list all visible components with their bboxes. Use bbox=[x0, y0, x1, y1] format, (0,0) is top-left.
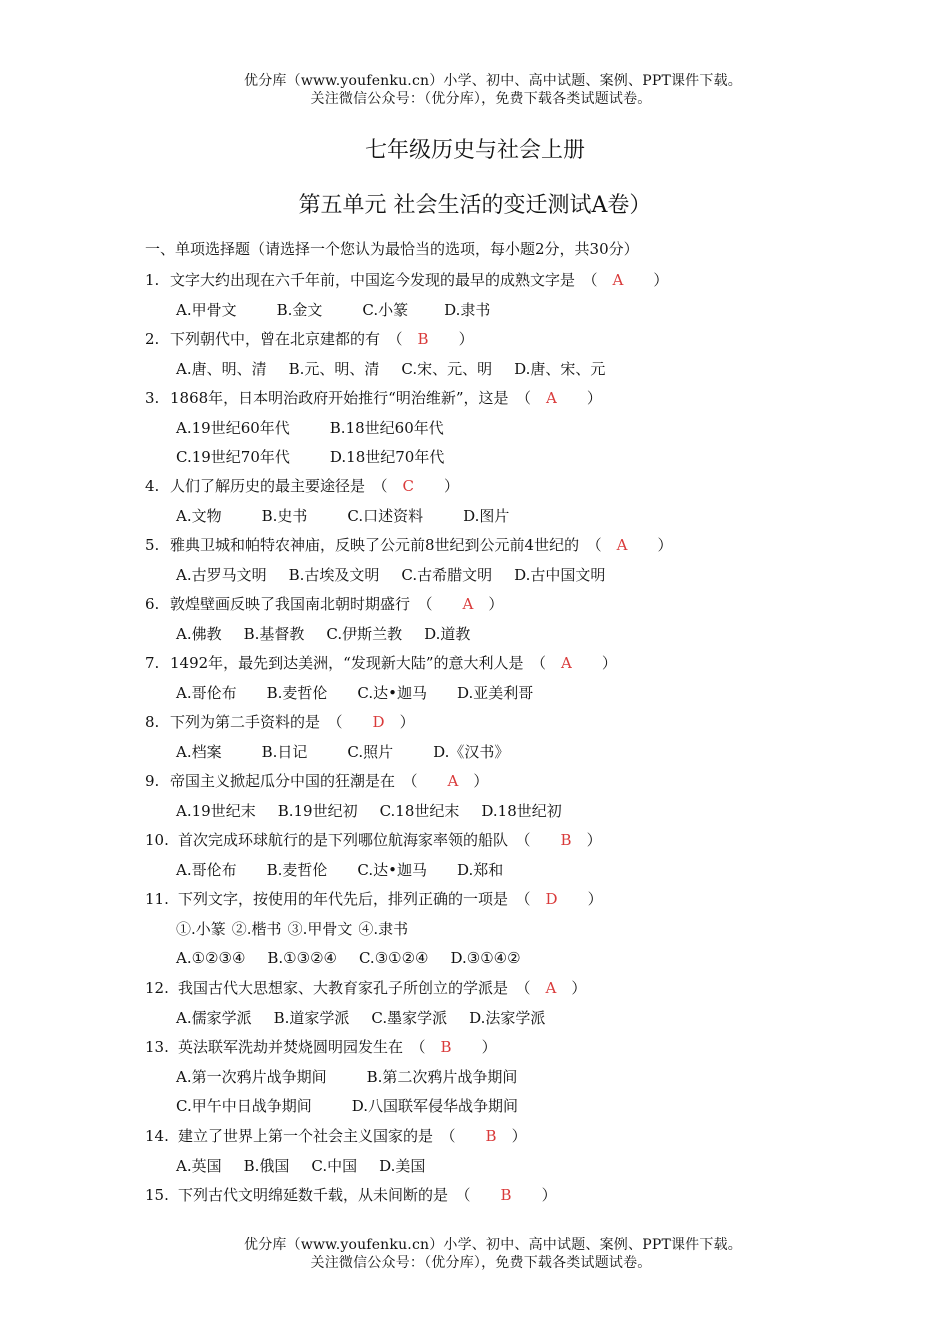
option-item: A.甲骨文 bbox=[176, 300, 237, 319]
option-line bbox=[176, 359, 605, 379]
option-line bbox=[176, 418, 444, 438]
question-number: 13. bbox=[145, 1038, 169, 1056]
option-item: D.隶书 bbox=[444, 300, 491, 319]
option-item: D.亚美利哥 bbox=[456, 683, 534, 702]
option-line bbox=[176, 919, 408, 939]
answer-bracket-close: ） bbox=[428, 330, 474, 348]
option-line bbox=[176, 506, 509, 526]
question-2 bbox=[145, 329, 474, 349]
footer-line-2: 关注微信公众号：（优分库），免费下载各类试题试卷。 bbox=[310, 1255, 652, 1271]
option-item: D.③①④② bbox=[450, 949, 521, 967]
option-item: A.文物 bbox=[176, 506, 222, 525]
question-15 bbox=[145, 1185, 557, 1205]
question-13 bbox=[145, 1037, 497, 1057]
answer-letter: B bbox=[500, 1186, 512, 1204]
page-subtitle: 第五单元 社会生活的变迁测试A卷） bbox=[298, 193, 652, 218]
option-item: A.哥伦布 bbox=[176, 683, 237, 702]
option-line bbox=[176, 300, 490, 320]
option-item: A.英国 bbox=[176, 1156, 222, 1175]
question-12 bbox=[145, 978, 586, 998]
answer-letter: B bbox=[417, 330, 429, 348]
option-item: B.古埃及文明 bbox=[288, 565, 380, 584]
answer-bracket-close: ） bbox=[623, 271, 669, 289]
answer-bracket-open: （ bbox=[410, 595, 463, 613]
option-item: B.19世纪初 bbox=[277, 801, 358, 820]
option-line bbox=[176, 1156, 425, 1176]
option-item: A.19世纪60年代 bbox=[176, 418, 290, 437]
answer-bracket-open: （ bbox=[508, 831, 561, 849]
answer-letter: B bbox=[560, 831, 572, 849]
option-item: A.唐、明、清 bbox=[176, 359, 267, 378]
answer-bracket-open: （ bbox=[320, 713, 373, 731]
answer-bracket-open: （ bbox=[448, 1186, 501, 1204]
answer-letter: D bbox=[545, 890, 558, 908]
header-line-2: 关注微信公众号：（优分库），免费下载各类试题试卷。 bbox=[310, 91, 652, 107]
option-item: A.19世纪末 bbox=[176, 801, 256, 820]
answer-bracket-open: （ bbox=[508, 890, 546, 908]
question-4 bbox=[145, 476, 459, 496]
option-item: D.图片 bbox=[463, 506, 510, 525]
option-item: C.19世纪70年代 bbox=[176, 448, 290, 466]
option-item: C.古希腊文明 bbox=[401, 565, 493, 584]
question-11 bbox=[145, 889, 603, 909]
answer-letter: A bbox=[546, 389, 557, 407]
option-item: B.麦哲伦 bbox=[266, 683, 328, 702]
question-9 bbox=[145, 771, 488, 791]
question-number: 15. bbox=[145, 1186, 169, 1204]
question-number: 1. bbox=[145, 271, 160, 289]
option-item: D.18世纪70年代 bbox=[329, 448, 445, 466]
question-number: 7. bbox=[145, 654, 160, 672]
question-text: 敦煌壁画反映了我国南北朝时期盛行 bbox=[170, 595, 411, 613]
question-text: 建立了世界上第一个社会主义国家的是 bbox=[178, 1127, 434, 1145]
option-item: C.③①②④ bbox=[358, 949, 429, 967]
answer-bracket-close: ） bbox=[384, 713, 415, 731]
question-1 bbox=[145, 270, 668, 290]
answer-bracket-open: （ bbox=[403, 1038, 441, 1056]
option-item: C.伊斯兰教 bbox=[326, 624, 403, 643]
question-number: 8. bbox=[145, 713, 160, 731]
answer-bracket-close: ） bbox=[627, 536, 673, 554]
option-item: ①.小篆 bbox=[176, 919, 226, 938]
option-item: ②.楷书 bbox=[231, 919, 282, 938]
answer-letter: A bbox=[612, 271, 624, 289]
option-item: B.金文 bbox=[276, 300, 323, 319]
page-title: 七年级历史与社会上册 bbox=[364, 138, 585, 163]
question-text: 人们了解历史的最主要途径是 bbox=[170, 477, 366, 495]
option-line bbox=[176, 1067, 517, 1087]
option-item: C.18世纪末 bbox=[379, 801, 460, 820]
option-item: C.达•迦马 bbox=[357, 860, 427, 879]
page-footer bbox=[0, 1236, 950, 1272]
option-item: A.古罗马文明 bbox=[176, 565, 267, 584]
answer-bracket-open: （ bbox=[575, 271, 613, 289]
question-number: 14. bbox=[145, 1127, 169, 1145]
option-line bbox=[176, 860, 503, 880]
option-item: D.道教 bbox=[424, 624, 471, 643]
option-item: C.墨家学派 bbox=[371, 1008, 448, 1027]
answer-bracket-open: （ bbox=[508, 979, 546, 997]
page-header bbox=[0, 72, 950, 108]
answer-letter: A bbox=[462, 595, 474, 613]
option-item: B.史书 bbox=[261, 506, 308, 525]
option-item: ③.甲骨文 bbox=[287, 919, 353, 938]
option-item: C.甲午中日战争期间 bbox=[176, 1097, 312, 1115]
option-item: A.档案 bbox=[176, 742, 222, 761]
answer-bracket-open: （ bbox=[433, 1127, 486, 1145]
option-item: C.达•迦马 bbox=[357, 683, 427, 702]
question-text: 下列为第二手资料的是 bbox=[170, 713, 321, 731]
option-line bbox=[176, 1096, 518, 1116]
answer-letter: A bbox=[545, 979, 557, 997]
question-6 bbox=[145, 594, 503, 614]
question-number: 10. bbox=[145, 831, 169, 849]
answer-letter: B bbox=[440, 1038, 452, 1056]
answer-bracket-open: （ bbox=[395, 772, 448, 790]
question-text: 1492年，最先到达美洲，“发现新大陆”的意大利人是 bbox=[170, 654, 524, 672]
question-text: 1868年，日本明治政府开始推行“明治维新”，这是 bbox=[170, 389, 509, 407]
question-7 bbox=[145, 653, 617, 673]
answer-bracket-open: （ bbox=[523, 654, 562, 672]
question-text: 文字大约出现在六千年前，中国迄今发现的最早的成熟文字是 bbox=[170, 271, 576, 289]
question-text: 首次完成环球航行的是下列哪位航海家率领的船队 bbox=[178, 831, 509, 849]
option-item: C.口述资料 bbox=[347, 506, 424, 525]
option-item: C.小篆 bbox=[362, 300, 409, 319]
answer-bracket-close: ） bbox=[414, 477, 460, 495]
answer-bracket-open: （ bbox=[365, 477, 403, 495]
option-item: B.俄国 bbox=[243, 1156, 290, 1175]
answer-bracket-close: ） bbox=[556, 389, 602, 407]
question-8 bbox=[145, 712, 415, 732]
option-item: B.基督教 bbox=[243, 624, 305, 643]
question-text: 英法联军洗劫并焚烧圆明园发生在 bbox=[178, 1038, 404, 1056]
question-10 bbox=[145, 830, 602, 850]
question-number: 9. bbox=[145, 772, 160, 790]
answer-bracket-open: （ bbox=[508, 389, 547, 407]
option-item: C.照片 bbox=[347, 742, 394, 761]
footer-line-1: 优分库（www.youfenku.cn）小学、初中、高中试题、案例、PPT课件下载。 bbox=[244, 1237, 742, 1253]
option-item: D.八国联军侵华战争期间 bbox=[351, 1097, 518, 1115]
answer-bracket-close: ） bbox=[556, 979, 587, 997]
question-number: 12. bbox=[145, 979, 169, 997]
option-item: B.道家学派 bbox=[273, 1008, 350, 1027]
option-item: D.法家学派 bbox=[469, 1008, 546, 1027]
section-heading: 一、单项选择题（请选择一个您认为最恰当的选项，每小题2分，共30分） bbox=[145, 240, 639, 258]
answer-bracket-open: （ bbox=[579, 536, 617, 554]
option-item: D.郑和 bbox=[456, 860, 504, 879]
option-item: D.古中国文明 bbox=[514, 565, 606, 584]
answer-bracket-close: ） bbox=[571, 654, 617, 672]
answer-bracket-close: ） bbox=[511, 1186, 557, 1204]
option-item: D.美国 bbox=[379, 1156, 426, 1175]
answer-bracket-close: ） bbox=[473, 595, 504, 613]
option-item: B.18世纪60年代 bbox=[329, 418, 444, 437]
question-number: 3. bbox=[145, 389, 160, 407]
question-number: 5. bbox=[145, 536, 160, 554]
option-item: B.麦哲伦 bbox=[266, 860, 328, 879]
option-item: A.哥伦布 bbox=[176, 860, 237, 879]
question-number: 11. bbox=[145, 890, 169, 908]
answer-bracket-close: ） bbox=[557, 890, 603, 908]
option-item: A.第一次鸦片战争期间 bbox=[176, 1067, 327, 1086]
option-item: B.元、明、清 bbox=[288, 359, 380, 378]
answer-letter: A bbox=[561, 654, 572, 672]
option-item: B.①③②④ bbox=[267, 949, 337, 967]
option-line bbox=[176, 624, 470, 644]
option-line bbox=[176, 1008, 545, 1028]
question-text: 雅典卫城和帕特农神庙，反映了公元前8世纪到公元前4世纪的 bbox=[170, 536, 580, 554]
option-item: A.佛教 bbox=[176, 624, 222, 643]
question-text: 下列古代文明绵延数千载，从未间断的是 bbox=[178, 1186, 449, 1204]
option-item: A.①②③④ bbox=[176, 949, 246, 967]
option-item: C.中国 bbox=[311, 1156, 358, 1175]
question-number: 6. bbox=[145, 595, 160, 613]
option-line bbox=[176, 683, 533, 703]
answer-bracket-close: ） bbox=[571, 831, 602, 849]
option-item: B.第二次鸦片战争期间 bbox=[366, 1067, 518, 1086]
option-line bbox=[176, 447, 444, 467]
option-item: D.唐、宋、元 bbox=[514, 359, 606, 378]
question-14 bbox=[145, 1126, 527, 1146]
option-item: C.宋、元、明 bbox=[401, 359, 493, 378]
option-line bbox=[176, 565, 605, 585]
option-item: D.18世纪初 bbox=[481, 801, 562, 820]
answer-letter: A bbox=[447, 772, 459, 790]
option-item: D.《汉书》 bbox=[433, 742, 510, 761]
question-text: 我国古代大思想家、大教育家孔子所创立的学派是 bbox=[178, 979, 509, 997]
question-number: 4. bbox=[145, 477, 160, 495]
question-number: 2. bbox=[145, 330, 160, 348]
option-item: A.儒家学派 bbox=[176, 1008, 252, 1027]
option-line bbox=[176, 801, 562, 821]
option-item: ④.隶书 bbox=[358, 919, 409, 938]
answer-letter: C bbox=[402, 477, 415, 495]
answer-bracket-open: （ bbox=[380, 330, 418, 348]
option-line bbox=[176, 948, 521, 968]
header-line-1: 优分库（www.youfenku.cn）小学、初中、高中试题、案例、PPT课件下载。 bbox=[244, 73, 742, 89]
answer-letter: D bbox=[372, 713, 385, 731]
question-3 bbox=[145, 388, 602, 408]
answer-bracket-close: ） bbox=[451, 1038, 497, 1056]
answer-letter: B bbox=[485, 1127, 497, 1145]
question-5 bbox=[145, 535, 672, 555]
option-item: B.日记 bbox=[261, 742, 308, 761]
question-text: 帝国主义掀起瓜分中国的狂潮是在 bbox=[170, 772, 396, 790]
question-text: 下列朝代中，曾在北京建都的有 bbox=[170, 330, 381, 348]
answer-bracket-close: ） bbox=[496, 1127, 527, 1145]
answer-bracket-close: ） bbox=[458, 772, 489, 790]
option-line bbox=[176, 742, 509, 762]
answer-letter: A bbox=[616, 536, 628, 554]
question-text: 下列文字，按使用的年代先后，排列正确的一项是 bbox=[178, 890, 509, 908]
